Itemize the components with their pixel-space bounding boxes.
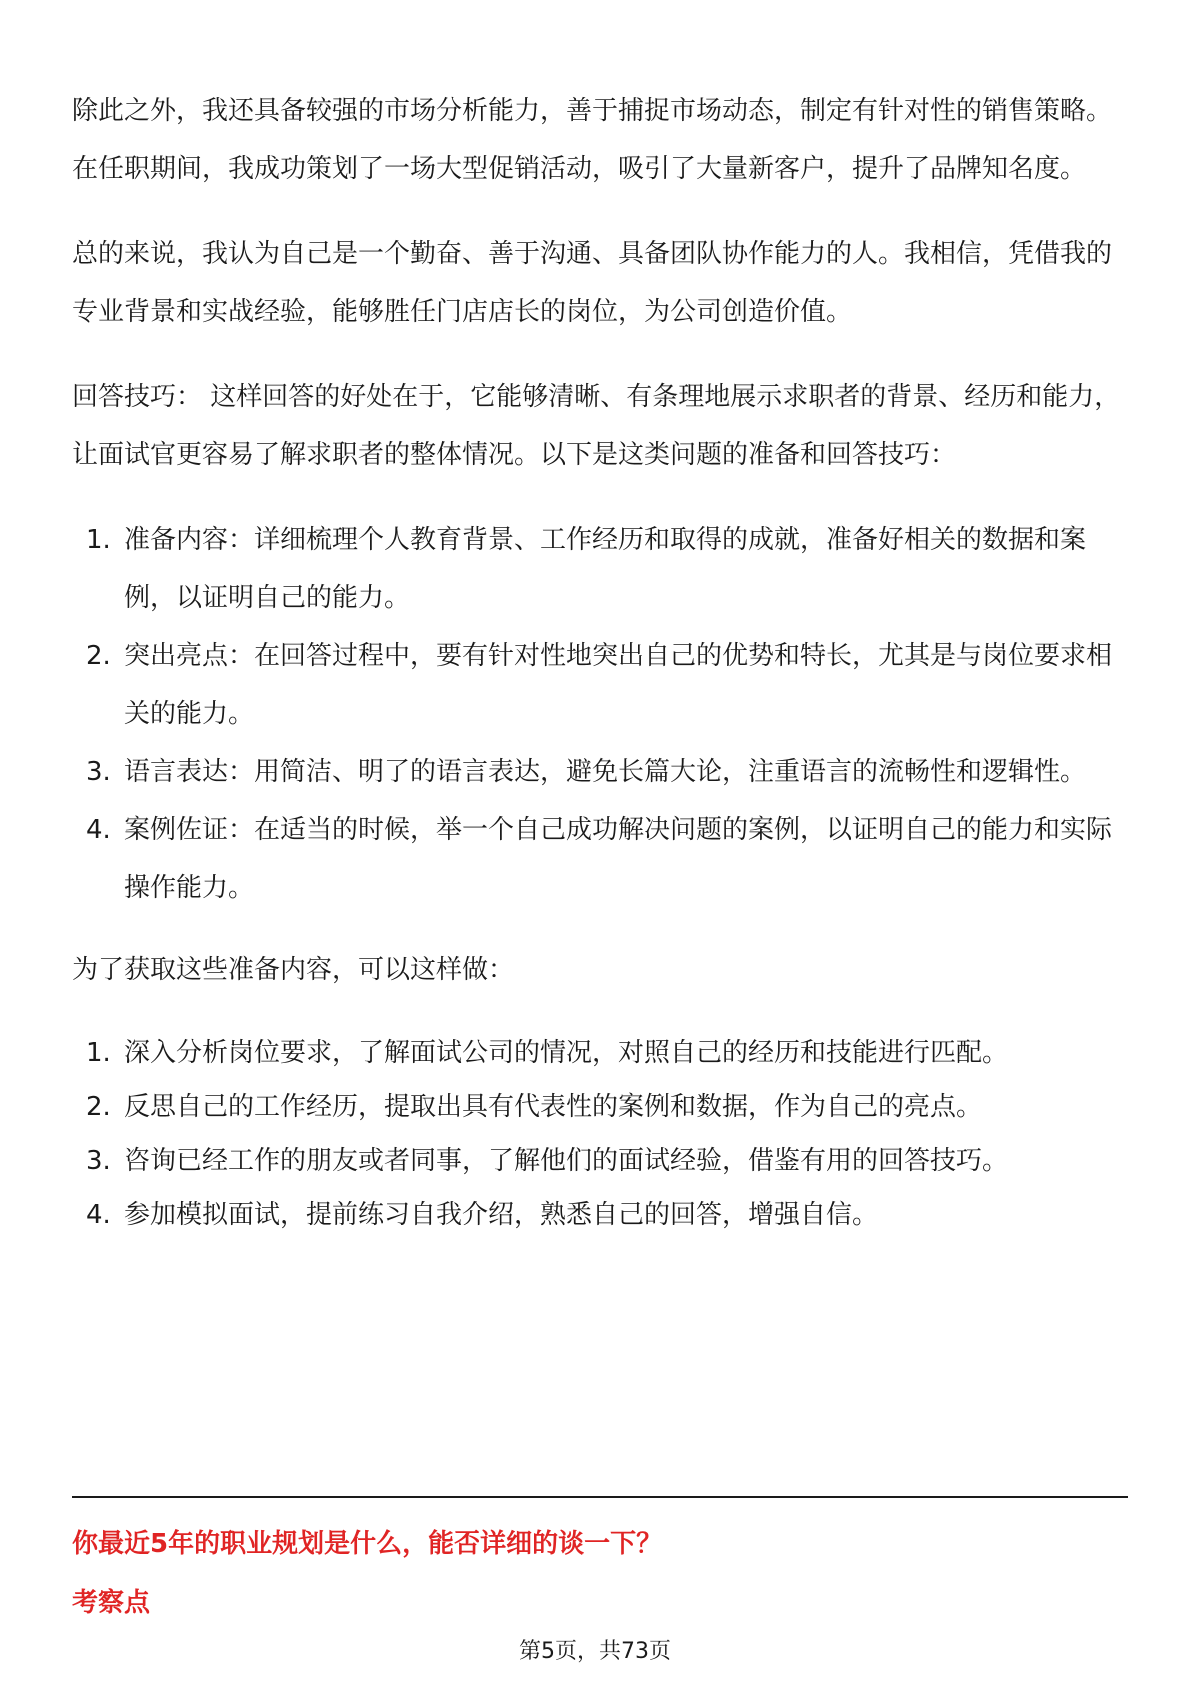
list-item	[72, 801, 1128, 917]
list-item-text: 咨询已经工作的朋友或者同事，了解他们的面试经验，借鉴有用的回答技巧。	[124, 1146, 1009, 1176]
section-divider	[72, 1496, 1128, 1498]
paragraph-answer-tips: 回答技巧： 这样回答的好处在于，它能够清晰、有条理地展示求职者的背景、经历和能力，让面试官更容易了解求职者的整体情况。以下是这类问题的准备和回答技巧：	[72, 382, 1121, 470]
list-item-text: 准备内容：详细梳理个人教育背景、工作经历和取得的成就，准备好相关的数据和案例，以证明自己的能力。	[124, 525, 1087, 613]
list-item-text: 突出亮点：在回答过程中，要有针对性地突出自己的优势和特长，尤其是与岗位要求相关的能力。	[124, 641, 1113, 729]
document-body	[72, 82, 1128, 1266]
section-label-assessment: 考察点	[72, 1588, 151, 1618]
question-heading: 你最近5年的职业规划是什么，能否详细的谈一下？	[72, 1529, 663, 1559]
list-item	[72, 1080, 1128, 1134]
list-item-number: 1.	[86, 525, 111, 555]
tips-list	[72, 511, 1128, 917]
list-item	[72, 627, 1128, 743]
list-item-number: 4.	[86, 1200, 111, 1230]
list-item-text: 参加模拟面试，提前练习自我介绍，熟悉自己的回答，增强自信。	[124, 1200, 879, 1230]
list-item-text: 语言表达：用简洁、明了的语言表达，避免长篇大论，注重语言的流畅性和逻辑性。	[124, 757, 1087, 787]
list-item-number: 2.	[86, 1092, 111, 1122]
steps-list	[72, 1026, 1128, 1242]
list-item	[72, 1026, 1128, 1080]
list-item-text: 深入分析岗位要求，了解面试公司的情况，对照自己的经历和技能进行匹配。	[124, 1038, 1009, 1068]
paragraph-market-analysis: 除此之外，我还具备较强的市场分析能力，善于捕捉市场动态，制定有针对性的销售策略。在任职期间，我成功策划了一场大型促销活动，吸引了大量新客户，提升了品牌知名度。	[72, 96, 1113, 184]
list-item-number: 4.	[86, 815, 111, 845]
paragraph-preparation-intro: 为了获取这些准备内容，可以这样做：	[72, 955, 515, 985]
list-item-number: 3.	[86, 757, 111, 787]
list-item	[72, 743, 1128, 801]
list-item	[72, 1134, 1128, 1188]
list-item-text: 反思自己的工作经历，提取出具有代表性的案例和数据，作为自己的亮点。	[124, 1092, 983, 1122]
list-item-number: 3.	[86, 1146, 111, 1176]
list-item	[72, 1188, 1128, 1242]
list-item	[72, 511, 1128, 627]
paragraph-summary: 总的来说，我认为自己是一个勤奋、善于沟通、具备团队协作能力的人。我相信，凭借我的专业背景和实战经验，能够胜任门店店长的岗位，为公司创造价值。	[72, 239, 1113, 327]
list-item-text: 案例佐证：在适当的时候，举一个自己成功解决问题的案例，以证明自己的能力和实际操作能力。	[124, 815, 1113, 903]
list-item-number: 2.	[86, 641, 111, 671]
page-footer: 第5页，共73页	[519, 1639, 671, 1664]
list-item-number: 1.	[86, 1038, 111, 1068]
